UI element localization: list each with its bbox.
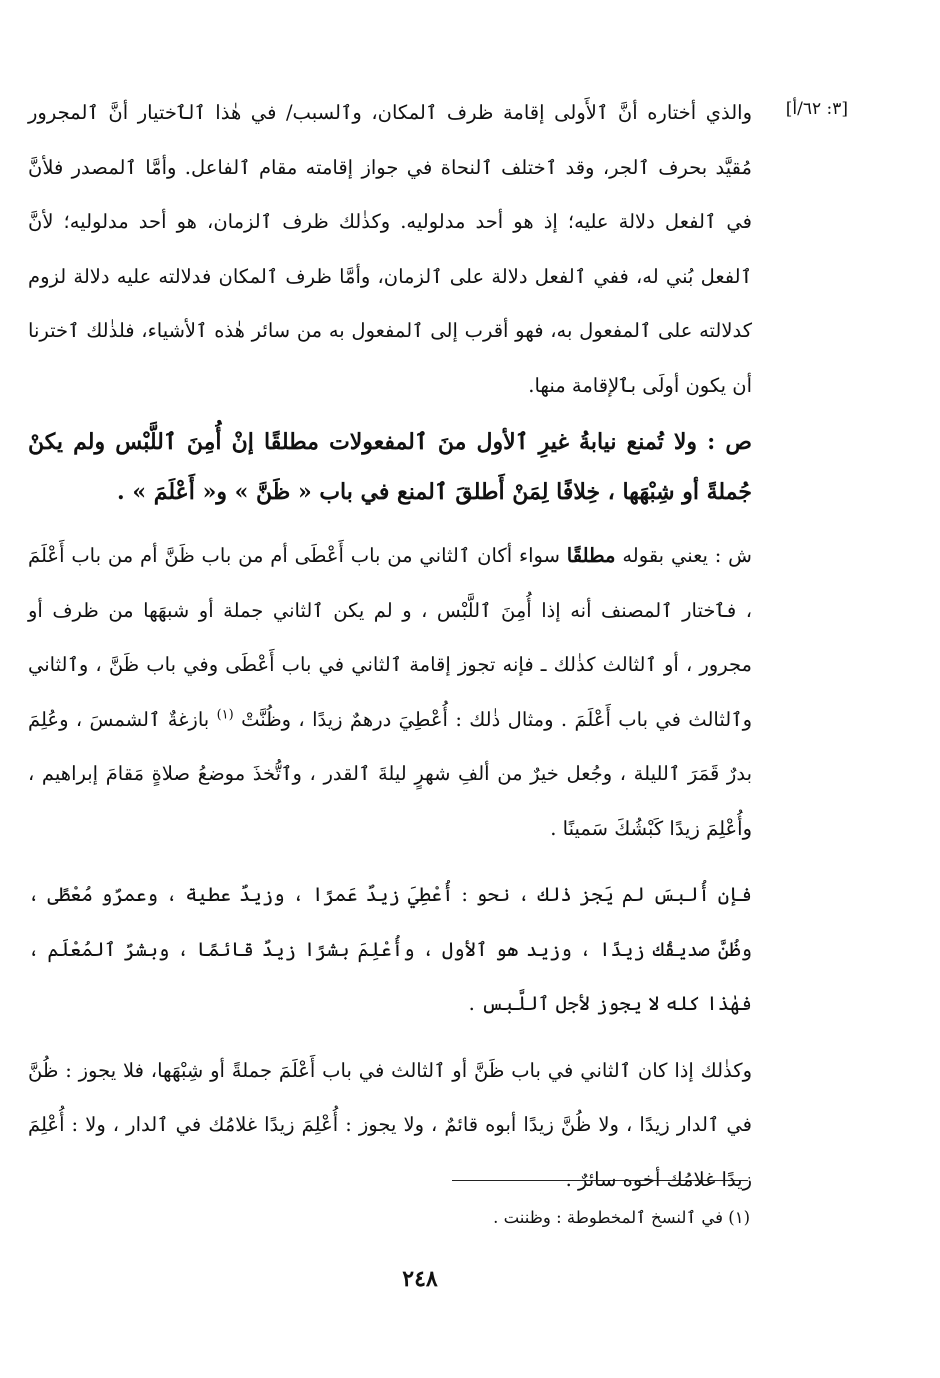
sharh-body: سواء أكان ٱلثاني من باب أَعْطَى أم من باب ظَنَّ أم من باب أَعْلَمَ ، فٱختار ٱلمصنف أنه إذا أُمِنَ ٱللَّبْس ، و لم يكن ٱلثاني جملة أو شبهَها من ظرف أو مجرور ، أو ٱلثالث كذٰلك ـ فإنه تجوز إقامة ٱلثاني في باب أَعْطَى وفي باب ظَنَّ ، وٱلثاني وٱلثالث في باب أَعْلَمَ . ومثال ذٰلك : أُعْطِيَ درهمٌ زيدًا ، وظُنَّتْ xyxy=(28,544,753,731)
lubs-paragraph: فإن أُلبسَ لم يَجز ذٰلك ، نحو : أُعْطِيَ زيدٌ عَمرًا ، وزيدٌ عطية ، وعمرٌو مُعْطًى ، وظُنَّ صديقُك زيدًا ، وزيد هو ٱلأول ، وأُعْلِمَ بشرًا زيدٌ قائمًا ، وبشرٌ ٱلمُعْلَم ، فهٰذا كله لا يجوز لأجل ٱللَّبس . xyxy=(28,883,752,1015)
matn-label: ص : xyxy=(707,429,752,455)
footnote-marker: (١) xyxy=(216,707,234,722)
matn-paragraph xyxy=(28,417,752,517)
sharh-paragraph xyxy=(28,529,752,856)
jumla-paragraph: وكذٰلك إذا كان ٱلثاني في باب ظَنَّ أو ٱلثالث في باب أَعْلَمَ جملةً أو شِبْهَها، فلا يجوز : ظُنَّ في ٱلدار زيدًا ، ولا ظُنَّ زيدًا أبوه قائمٌ ، ولا يجوز : أُعْلِمَ زيدًا غلامُك في ٱلدار ، ولا : أُعْلِمَ زيدًا غلامُك أخوه سائرٌ . xyxy=(28,1058,752,1191)
matn-text: ولا تُمنع نيابةُ غيرِ ٱلأول منَ ٱلمفعولات مطلقًا إنْ أُمِنَ ٱللَّبْس ولم يكنْ جُملةً أو شِبْهَها ، خِلافًا لِمَنْ أَطلقَ ٱلمنع في باب « ظَنَّ » و« أَعْلَمَ » . xyxy=(28,429,752,505)
main-text xyxy=(28,86,752,1207)
sharh-intro: يعني بقوله xyxy=(622,544,708,567)
margin-reference: [٣: ٦٢/أ] xyxy=(785,99,848,119)
footnote: (١) في ٱلنسخ ٱلمخطوطة : وظننت . xyxy=(493,1208,750,1227)
sharh-label: ش : xyxy=(714,544,752,567)
page-number: ٢٤٨ xyxy=(402,1266,438,1292)
intro-paragraph: والذي أختاره أنَّ ٱلأَولى إقامة ظرف ٱلمكان، وٱلسبب/ في هٰذا ٱلٱختيار أنَّ ٱلمجرور مُقيَّد بحرف ٱلجر، وقد ٱختلف ٱلنحاة في جواز إقامته مقام ٱلفاعل. وأمَّا ٱلمصدر فلأنَّ في ٱلفعل دلالة عليه؛ إذ هو أحد مدلوليه. وكذٰلك ظرف ٱلزمان، هو أحد مدلوليه؛ لأنَّ ٱلفعل بُني له، ففي ٱلفعل دلالة على ٱلزمان، وأمَّا ظرف ٱلمكان فدلالته عليه دلالة لزوم كدلالته على ٱلمفعول به، فهو أقرب إلى ٱلمفعول به من سائر هٰذه ٱلأشياء، فلذٰلك ٱخترنا أن يكون أولَى بٱلإقامة منها. xyxy=(28,101,752,397)
sharh-keyword: مطلقًا xyxy=(566,544,616,567)
sharh-body-end: بازغةٌ ٱلشمسَ ، وعُلِمَ بدرٌ قَمَرَ ٱلليلة ، وجُعل خيرٌ من ألفِ شهرٍ ليلةَ ٱلقدر ، وٱتُّخذَ موضعُ صلاةٍ مَقامَ إبراهيم ، وأُعْلِمَ زيدًا كَبْشُكَ سَمينًا . xyxy=(28,707,752,840)
footnote-divider xyxy=(452,1180,748,1181)
